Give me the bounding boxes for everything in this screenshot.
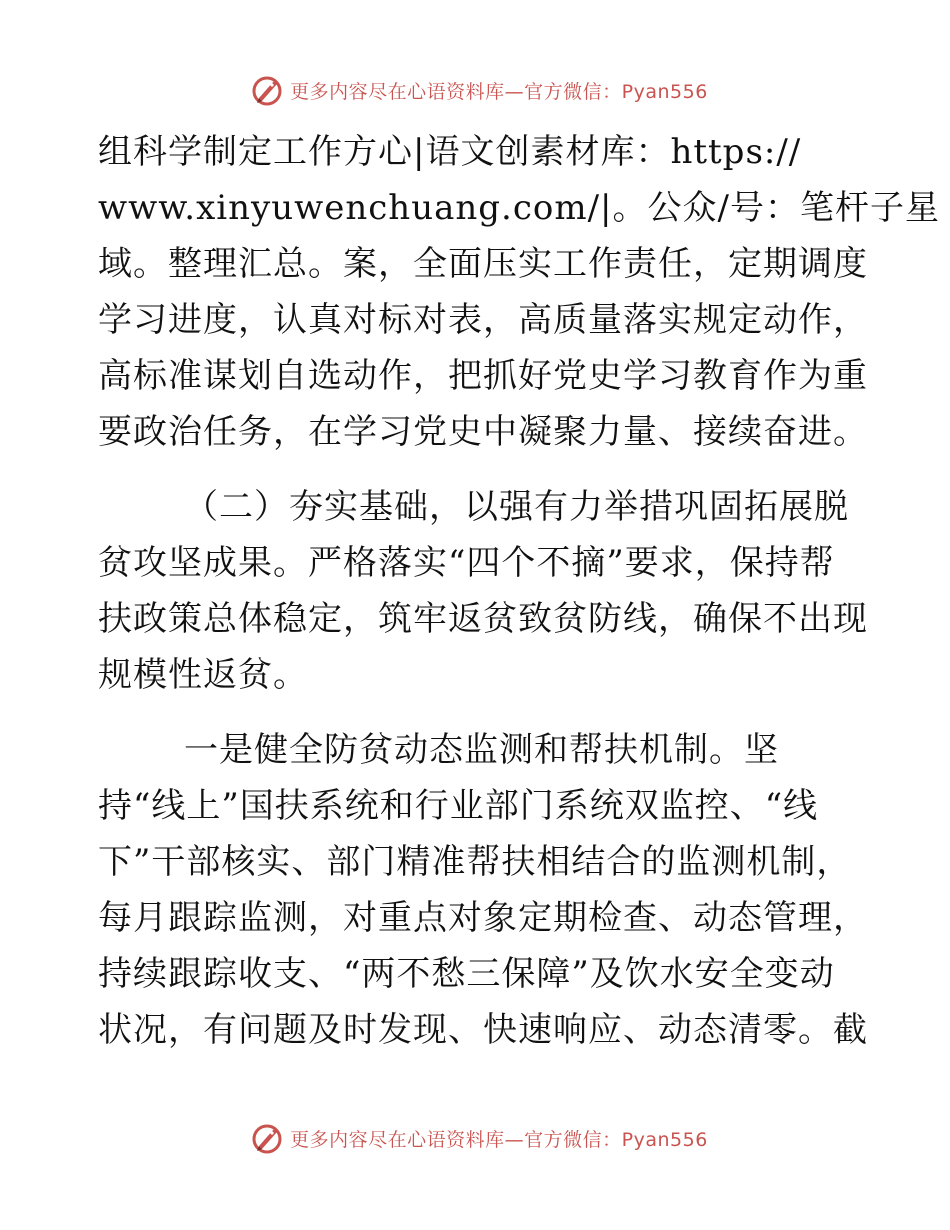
- text-line: 贫攻坚成果。严格落实“四个不摘”要求，保持帮: [98, 543, 835, 583]
- footer-watermark-content: [250, 1121, 708, 1155]
- text-line: 高标准谋划自选动作，把抓好党史学习教育作为重: [98, 356, 868, 396]
- text-line: 规模性返贫。: [98, 655, 308, 695]
- quill-pen-logo-icon: [250, 1121, 284, 1155]
- text-line: 每月跟踪监测，对重点对象定期检查、动态管理，: [98, 898, 868, 938]
- paragraph-1: [98, 124, 940, 460]
- header-watermark-banner: [0, 70, 950, 110]
- header-watermark-text: 更多内容尽在心语资料库—官方微信：Pyan556: [290, 80, 708, 103]
- text-line: 组科学制定工作方心|语文创素材库：https://: [98, 132, 802, 172]
- footer-watermark-banner: [0, 1118, 950, 1158]
- text-line: 持“线上”国扶系统和行业部门系统双监控、“线: [98, 786, 819, 826]
- text-line: 要政治任务，在学习党史中凝聚力量、接续奋进。: [98, 412, 868, 452]
- quill-pen-logo-icon: [250, 73, 284, 107]
- text-line: 域。整理汇总。案，全面压实工作责任，定期调度: [98, 244, 868, 284]
- text-line: www.xinyuwenchuang.com/|。公众/号：笔杆子星: [98, 188, 940, 228]
- paragraph-2: [98, 479, 868, 703]
- text-line: 下”干部核实、部门精准帮扶相结合的监测机制，: [98, 842, 852, 882]
- section-heading-line: （二）夯实基础，以强有力举措巩固拓展脱: [184, 487, 849, 527]
- text-line: 状况，有问题及时发现、快速响应、动态清零。截: [98, 1010, 868, 1050]
- paragraph-3: [98, 722, 868, 1058]
- text-line: 一是健全防贫动态监测和帮扶机制。坚: [184, 730, 779, 770]
- text-line: 学习进度，认真对标对表，高质量落实规定动作，: [98, 300, 868, 340]
- text-line: 持续跟踪收支、“两不愁三保障”及饮水安全变动: [98, 954, 835, 994]
- text-line: 扶政策总体稳定，筑牢返贫致贫防线，确保不出现: [98, 599, 868, 639]
- header-watermark-content: [250, 73, 708, 107]
- paragraph-spacer: [98, 703, 858, 722]
- footer-watermark-text: 更多内容尽在心语资料库—官方微信：Pyan556: [290, 1128, 708, 1151]
- paragraph-spacer: [98, 460, 858, 479]
- document-body: [98, 124, 940, 1058]
